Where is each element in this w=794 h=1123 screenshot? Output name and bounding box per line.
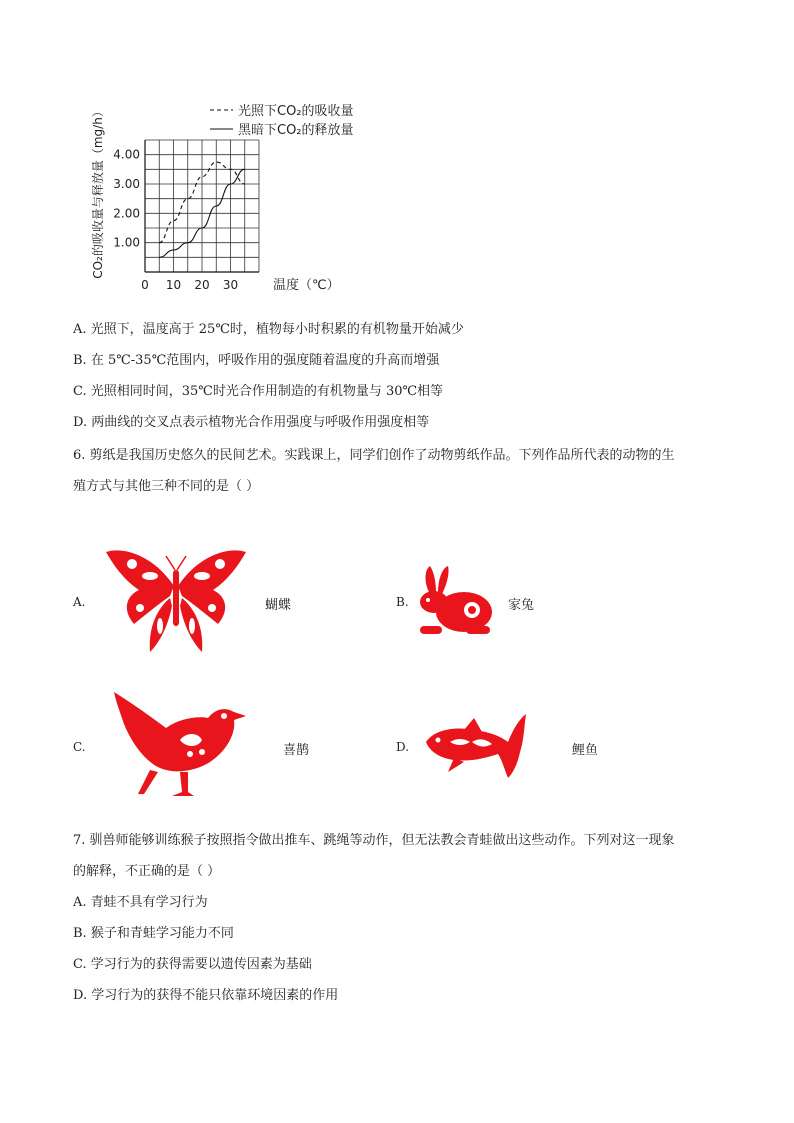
q5-option-c[interactable]: C. 光照相同时间，35℃时光合作用制造的有机物量与 30℃相等 <box>73 384 444 399</box>
chart-legend <box>210 103 354 138</box>
chart-grid <box>145 140 259 272</box>
q7-option-b[interactable]: B. 猴子和青蛙学习能力不同 <box>73 926 234 941</box>
carp-papercut-image <box>424 712 530 780</box>
magpie-papercut-image <box>110 688 250 800</box>
x-axis-label: 温度（℃） <box>273 278 340 293</box>
q6-option-d-label[interactable]: D. <box>396 740 410 754</box>
q5-option-d[interactable]: D. 两曲线的交叉点表示植物光合作用强度与呼吸作用强度相等 <box>73 415 430 430</box>
q7-stem-line1: 7. 驯兽师能够训练猴子按照指令做出推车、跳绳等动作，但无法教会青蛙做出这些动作。下列对这一现象 <box>73 833 675 848</box>
y-tick-label: 4.00 <box>113 147 140 162</box>
q6-option-c-label[interactable]: C. <box>73 740 86 754</box>
rabbit-papercut-image <box>416 564 496 638</box>
q6-option-b-name: 家兔 <box>508 598 535 613</box>
q6-stem-line2: 殖方式与其他三种不同的是（ ） <box>73 479 260 494</box>
q5-option-b[interactable]: B. 在 5℃-35℃范围内，呼吸作用的强度随着温度的升高而增强 <box>73 353 440 368</box>
legend-label: 光照下CO₂的吸收量 <box>238 104 354 119</box>
y-tick-label: 1.00 <box>113 235 140 250</box>
q6-option-d-name: 鲤鱼 <box>572 743 599 758</box>
butterfly-papercut-image <box>104 546 248 658</box>
q6-option-b-label[interactable]: B. <box>396 595 409 609</box>
x-tick-label: 10 <box>165 278 182 292</box>
legend-label: 黑暗下CO₂的释放量 <box>238 123 354 138</box>
y-axis-label: CO₂的吸收量与释放量（mg/h） <box>91 105 105 279</box>
x-tick-label: 30 <box>222 278 239 292</box>
q7-stem-line2: 的解释，不正确的是（ ） <box>73 864 221 879</box>
q6-option-a-name: 蝴蝶 <box>265 598 292 613</box>
co2-temperature-chart <box>85 80 395 300</box>
q7-option-c[interactable]: C. 学习行为的获得需要以遗传因素为基础 <box>73 957 312 972</box>
q7-option-d[interactable]: D. 学习行为的获得不能只依靠环境因素的作用 <box>73 988 339 1003</box>
q5-option-a[interactable]: A. 光照下，温度高于 25℃时，植物每小时积累的有机物量开始减少 <box>73 322 464 337</box>
q7-option-a[interactable]: A. 青蛙不具有学习行为 <box>73 895 208 910</box>
x-tick-label: 20 <box>194 278 210 292</box>
q6-stem-line1: 6. 剪纸是我国历史悠久的民间艺术。实践课上，同学们创作了动物剪纸作品。下列作品所代表的动物的生 <box>73 448 675 463</box>
q6-option-c-name: 喜鹊 <box>283 743 310 758</box>
q6-option-a-label[interactable]: A. <box>73 595 86 609</box>
y-tick-label: 2.00 <box>113 206 140 221</box>
y-tick-label: 3.00 <box>113 177 140 191</box>
x-tick-label: 0 <box>141 278 149 292</box>
